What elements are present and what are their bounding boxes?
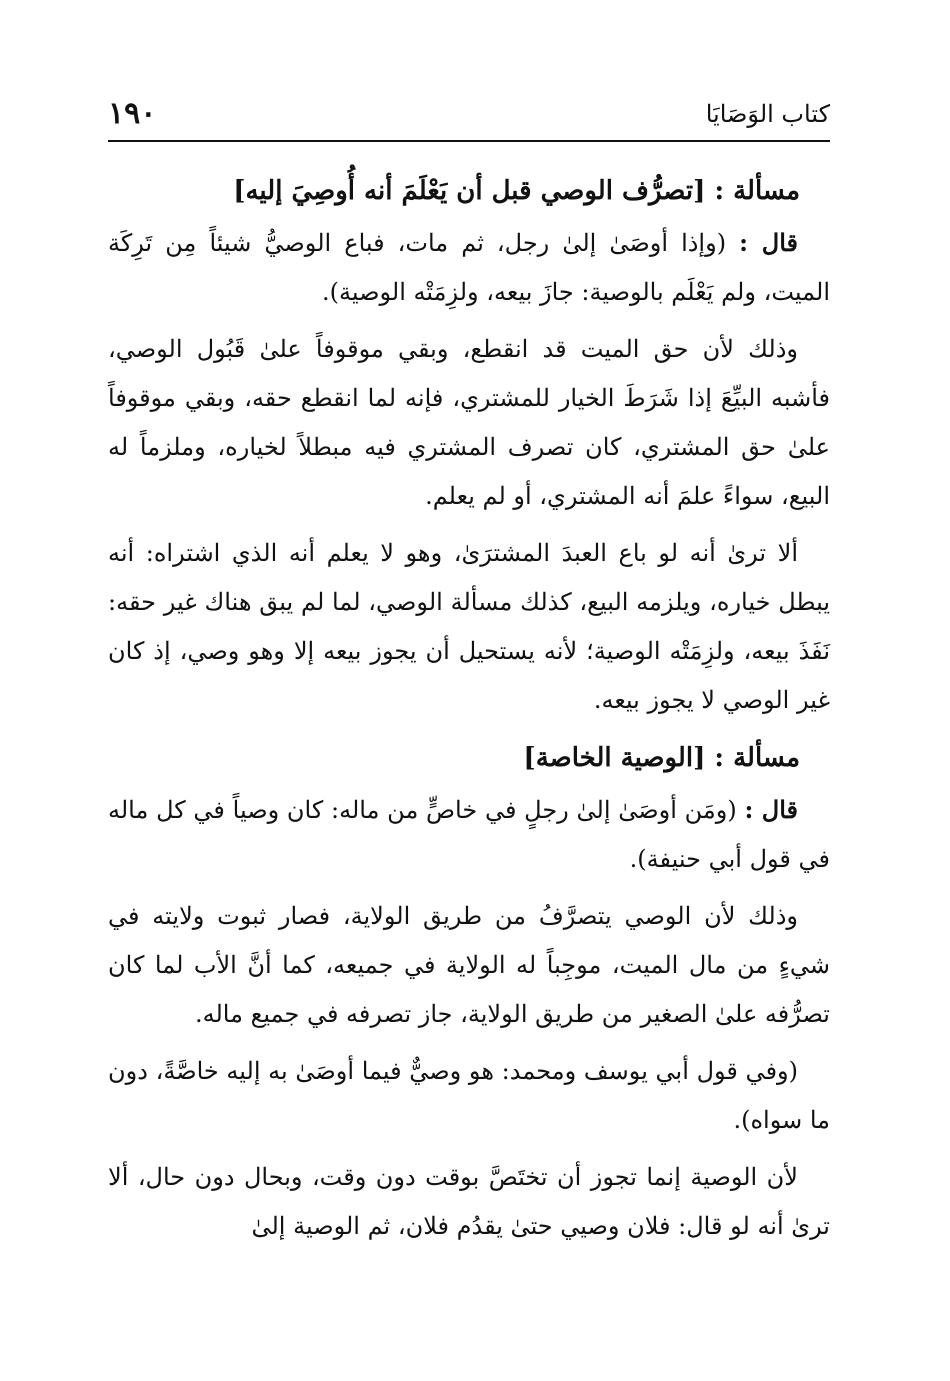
paragraph-text: وذلك لأن حق الميت قد انقطع، وبقي موقوفاً علىٰ قَبُول الوصي، فأشبه البيِّعَ إذا شَرَطَ الخيار للمشتري، فإنه لما انقطع حقه، وبقي موقوفاً علىٰ حق المشتري، كان تصرف المشتري فيه مبطلاً لخياره، وملزماً له البيع، سواءً علمَ أنه المشتري، أو لم يعلم. xyxy=(108,335,830,510)
paragraph xyxy=(108,1047,830,1145)
paragraph-text: لأن الوصية إنما تجوز أن تختَصَّ بوقت دون وقت، وبحال دون حال، ألا ترىٰ أنه لو قال: فلان وصيي حتىٰ يقدُم فلان، ثم الوصية إلىٰ xyxy=(108,1163,830,1240)
paragraph xyxy=(108,529,830,725)
paragraph xyxy=(108,325,830,521)
page-number: ١٩٠ xyxy=(108,96,157,131)
section-heading: مسألة : [تصرُّف الوصي قبل أن يَعْلَمَ أنه أُوصِيَ إليه] xyxy=(233,176,800,206)
paragraph-text: ألا ترىٰ أنه لو باع العبدَ المشترَىٰ، وهو لا يعلم أنه الذي اشتراه: أنه يبطل خياره، ويلزمه البيع، كذلك مسألة الوصي، لما لم يبق هناك غير حقه: نَفَذَ بيعه، ولزِمَتْه الوصية؛ لأنه يستحيل أن يجوز بيعه إلا وهو وصي، إذ كان غير الوصي لا يجوز بيعه. xyxy=(108,539,830,714)
paragraph xyxy=(108,785,830,884)
paragraph-text: (وإذا أوصَىٰ إلىٰ رجل، ثم مات، فباع الوصيُّ شيئاً مِن تَرِكَة الميت، ولم يَعْلَم بالوصية: جازَ بيعه، ولزِمَتْه الوصية). xyxy=(108,229,830,306)
page-header xyxy=(108,88,830,142)
paragraph xyxy=(108,1153,830,1251)
book-title: كتاب الوَصَايَا xyxy=(705,100,830,128)
section-heading: مسألة : [الوصية الخاصة] xyxy=(523,743,800,773)
paragraph-text: (ومَن أوصَىٰ إلىٰ رجلٍ في خاصٍّ من ماله: كان وصياً في كل ماله في قول أبي حنيفة). xyxy=(108,796,830,873)
paragraph xyxy=(108,218,830,317)
qal-label: قال : xyxy=(744,795,799,824)
qal-label: قال : xyxy=(739,228,798,257)
paragraph-text: (وفي قول أبي يوسف ومحمد: هو وصيٌّ فيما أوصَىٰ به إليه خاصَّةً، دون ما سواه). xyxy=(108,1057,830,1134)
paragraph-text: وذلك لأن الوصي يتصرَّفُ من طريق الولاية، فصار ثبوت ولايته في شيءٍ من مال الميت، موجِباً له الولاية في جميعه، كما أنَّ الأب لما كان تصرُّفه علىٰ الصغير من طريق الولاية، جاز تصرفه في جميع ماله. xyxy=(108,902,830,1028)
book-page xyxy=(108,88,830,1348)
paragraph xyxy=(108,892,830,1039)
page-body xyxy=(108,142,830,1251)
